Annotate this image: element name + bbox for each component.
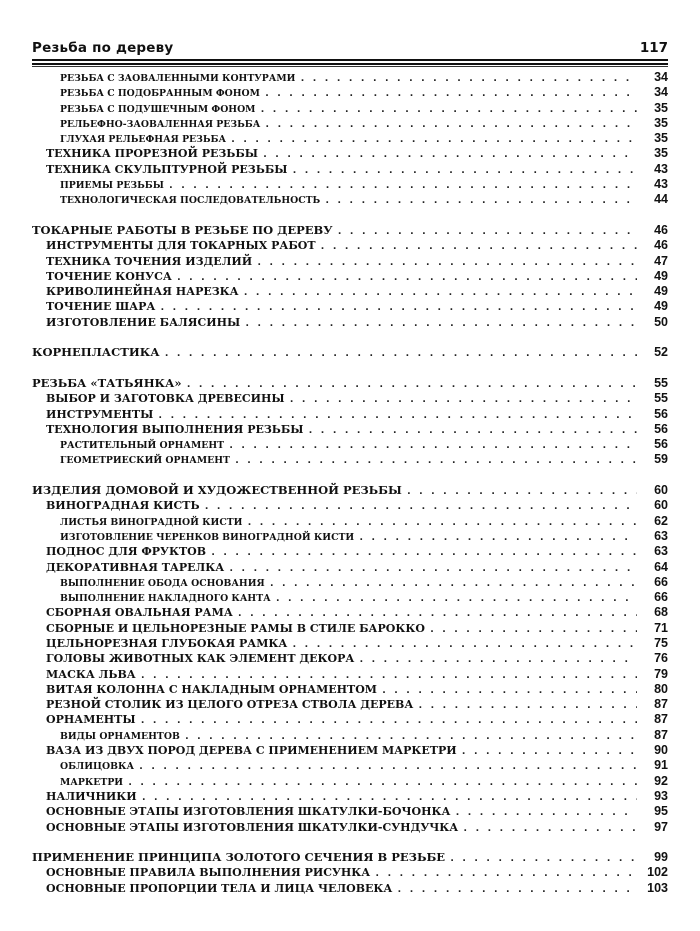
toc-section-entry[interactable] [32, 269, 668, 284]
toc-entry-title: ИНСТРУМЕНТЫ [46, 407, 154, 421]
dot-leader [429, 624, 637, 635]
running-header [32, 38, 668, 56]
toc-entry-title: ОРНАМЕНТЫ [46, 713, 136, 727]
toc-entry-page: 34 [654, 85, 668, 100]
dot-leader [138, 761, 637, 772]
dot-leader [246, 517, 637, 528]
dot-leader [164, 348, 637, 359]
dot-leader [358, 532, 637, 543]
toc-entry-title: ВИДЫ ОРНАМЕНТОВ [60, 730, 180, 742]
dot-leader [228, 563, 637, 574]
toc-subsection-entry[interactable] [32, 758, 668, 773]
toc-entry-page: 92 [654, 773, 668, 788]
toc-entry-page: 35 [654, 146, 668, 161]
toc-entry-page: 55 [654, 391, 668, 406]
dot-leader [157, 410, 637, 421]
section-gap [32, 208, 668, 223]
toc-entry-page: 60 [654, 483, 668, 498]
toc-entry-page: 46 [654, 222, 668, 237]
dot-leader [462, 823, 637, 834]
toc-entry-page: 46 [654, 238, 668, 253]
toc-entry-title: РЕЗЬБА С ПОДУШЕЧНЫМ ФОНОМ [60, 103, 256, 115]
toc-entry-page: 35 [654, 100, 668, 115]
toc-section-entry[interactable] [32, 651, 668, 666]
toc-entry-title: ТОКАРНЫЕ РАБОТЫ В РЕЗЬБЕ ПО ДЕРЕВУ [32, 222, 333, 237]
toc-entry-title: СБОРНАЯ ОВАЛЬНАЯ РАМА [46, 606, 233, 620]
toc-section-entry[interactable] [32, 315, 668, 330]
toc-section-entry[interactable] [32, 865, 668, 880]
toc-subsection-entry[interactable] [32, 177, 668, 192]
toc-entry-title: ТОЧЕНИЕ КОНУСА [46, 269, 172, 283]
dot-leader [176, 272, 637, 283]
toc-entry-page: 55 [654, 375, 668, 390]
toc-entry-page: 76 [654, 651, 668, 666]
dot-leader [141, 792, 637, 803]
dot-leader [308, 425, 638, 436]
section-gap [32, 835, 668, 850]
toc-entry-title: ИЗДЕЛИЯ ДОМОВОЙ И ХУДОЖЕСТВЕННОЙ РЕЗЬБЫ [32, 483, 402, 498]
dot-leader [374, 868, 637, 879]
toc-subsection-entry[interactable] [32, 529, 668, 544]
toc-entry-page: 71 [654, 620, 668, 635]
toc-entry-page: 68 [654, 605, 668, 620]
toc-entry-page: 49 [654, 284, 668, 299]
toc-entry-title: ЦЕЛЬНОРЕЗНАЯ ГЛУБОКАЯ РАМКА [46, 636, 288, 650]
toc-subsection-entry[interactable] [32, 514, 668, 529]
page-header-block [32, 38, 668, 67]
dot-leader [168, 180, 637, 191]
toc-entry-page: 59 [654, 452, 668, 467]
toc-entry-title: ОСНОВНЫЕ ПРАВИЛА ВЫПОЛНЕНИЯ РИСУНКА [46, 866, 371, 880]
dot-leader [324, 195, 637, 206]
toc-entry-title: ИЗГОТОВЛЕНИЕ БАЛЯСИНЫ [46, 315, 241, 329]
toc-subsection-entry[interactable] [32, 774, 668, 789]
toc-section-entry[interactable] [32, 284, 668, 299]
toc-entry-page: 97 [654, 819, 668, 834]
toc-entry-title: ЛИСТЬЯ ВИНОГРАДНОЙ КИСТИ [60, 516, 243, 528]
toc-entry-title: ТЕХНОЛОГИЧЕСКАЯ ПОСЛЕДОВАТЕЛЬНОСТЬ [60, 195, 321, 207]
toc-section-entry[interactable] [32, 697, 668, 712]
section-gap [32, 468, 668, 483]
dot-leader [269, 578, 637, 589]
toc-entry-title: РАСТИТЕЛЬНЫЙ ОРНАМЕНТ [60, 440, 225, 452]
dot-leader [396, 884, 637, 895]
toc-chapter-entry[interactable] [32, 483, 668, 498]
toc-entry-page: 35 [654, 131, 668, 146]
toc-subsection-entry[interactable] [32, 131, 668, 146]
dot-leader [230, 134, 637, 145]
dot-leader [381, 685, 637, 696]
toc-section-entry[interactable] [32, 238, 668, 253]
toc-entry-title: ТОЧЕНИЕ ШАРА [46, 300, 156, 314]
toc-section-entry[interactable] [32, 544, 668, 559]
header-rule [32, 59, 668, 67]
toc-entry-page: 47 [654, 253, 668, 268]
toc-section-entry[interactable] [32, 498, 668, 513]
dot-leader [243, 287, 637, 298]
toc-entry-title: РЕЛЬЕФНО-ЗАОВАЛЕННАЯ РЕЗЬБА [60, 118, 261, 130]
toc-entry-page: 62 [654, 513, 668, 528]
toc-entry-title: РЕЗНОЙ СТОЛИК ИЗ ЦЕЛОГО ОТРЕЗА СТВОЛА ДЕРЕВА [46, 698, 414, 712]
toc-section-entry[interactable] [32, 299, 668, 314]
toc-entry-page: 80 [654, 681, 668, 696]
toc-entry-page: 52 [654, 345, 668, 360]
toc-entry-page: 43 [654, 177, 668, 192]
dot-leader [358, 654, 637, 665]
dot-leader [237, 608, 637, 619]
toc-entry-page: 99 [654, 850, 668, 865]
toc-chapter-entry[interactable] [32, 223, 668, 238]
toc-entry-page: 95 [654, 804, 668, 819]
toc-entry-title: ДЕКОРАТИВНАЯ ТАРЕЛКА [46, 560, 225, 574]
toc-section-entry[interactable] [32, 881, 668, 896]
toc-section-entry[interactable] [32, 667, 668, 682]
dot-leader [406, 486, 637, 497]
toc-chapter-entry[interactable] [32, 850, 668, 865]
toc-entry-page: 49 [654, 299, 668, 314]
dot-leader [140, 715, 637, 726]
toc-chapter-entry[interactable] [32, 376, 668, 391]
toc-section-entry[interactable] [32, 621, 668, 636]
toc-subsection-entry[interactable] [32, 101, 668, 116]
dot-leader [337, 226, 637, 237]
toc-entry-title: ТЕХНИКА ТОЧЕНИЯ ИЗДЕЛИЙ [46, 254, 253, 268]
dot-leader [184, 731, 637, 742]
toc-entry-page: 34 [654, 70, 668, 84]
toc-subsection-entry[interactable] [32, 85, 668, 100]
toc-entry-page: 87 [654, 697, 668, 712]
toc-entry-title: ГЛУХАЯ РЕЛЬЕФНАЯ РЕЗЬБА [60, 134, 227, 146]
toc-entry-title: ПРИЕМЫ РЕЗЬБЫ [60, 180, 164, 192]
toc-entry-page: 87 [654, 712, 668, 727]
toc-entry-title: ИЗГОТОВЛЕНИЕ ЧЕРЕНКОВ ВИНОГРАДНОЙ КИСТИ [60, 531, 355, 543]
toc-subsection-entry[interactable] [32, 452, 668, 467]
toc-chapter-entry[interactable] [32, 345, 668, 360]
toc-entry-page: 49 [654, 268, 668, 283]
toc-entry-title: ОСНОВНЫЕ ЭТАПЫ ИЗГОТОВЛЕНИЯ ШКАТУЛКИ-БОЧОНКА [46, 805, 451, 819]
toc-entry-page: 102 [647, 865, 668, 880]
toc-entry-page: 63 [654, 528, 668, 543]
toc-entry-title: ОСНОВНЫЕ ЭТАПЫ ИЗГОТОВЛЕНИЯ ШКАТУЛКИ-СУНДУЧКА [46, 820, 459, 834]
toc-entry-title: ПОДНОС ДЛЯ ФРУКТОВ [46, 545, 207, 559]
toc-entry-title: ТЕХНИКА ПРОРЕЗНОЙ РЕЗЬБЫ [46, 147, 258, 161]
toc-entry-page: 64 [654, 559, 668, 574]
dot-leader [204, 501, 637, 512]
toc-entry-page: 56 [654, 437, 668, 452]
toc-entry-title: ТЕХНИКА СКУЛЬПТУРНОЙ РЕЗЬБЫ [46, 162, 288, 176]
toc-section-entry[interactable] [32, 820, 668, 835]
toc-entry-title: ВИТАЯ КОЛОННА С НАКЛАДНЫМ ОРНАМЕНТОМ [46, 682, 377, 696]
toc-entry-title: СБОРНЫЕ И ЦЕЛЬНОРЕЗНЫЕ РАМЫ В СТИЛЕ БАРОККО [46, 621, 425, 635]
toc-entry-page: 103 [647, 880, 668, 895]
running-header-title: Резьба по дереву [32, 40, 174, 56]
dot-leader [461, 746, 637, 757]
toc-entry-title: ВЫБОР И ЗАГОТОВКА ДРЕВЕСИНЫ [46, 392, 285, 406]
toc-entry-title: ИНСТРУМЕНТЫ ДЛЯ ТОКАРНЫХ РАБОТ [46, 239, 316, 253]
dot-leader [127, 777, 637, 788]
toc-subsection-entry[interactable] [32, 575, 668, 590]
toc-section-entry[interactable] [32, 712, 668, 727]
toc-section-entry[interactable] [32, 254, 668, 269]
toc-entry-title: НАЛИЧНИКИ [46, 789, 137, 803]
toc-section-entry[interactable] [32, 162, 668, 177]
section-gap [32, 361, 668, 376]
toc-entry-title: РЕЗЬБА «ТАТЬЯНКА» [32, 375, 182, 390]
dot-leader [186, 379, 637, 390]
toc-entry-page: 50 [654, 314, 668, 329]
toc-entry-title: ВИНОГРАДНАЯ КИСТЬ [46, 499, 200, 513]
toc-entry-page: 79 [654, 666, 668, 681]
dot-leader [449, 853, 637, 864]
toc-entry-title: КРИВОЛИНЕЙНАЯ НАРЕЗКА [46, 285, 239, 299]
toc-entry-title: МАСКА ЛЬВА [46, 667, 136, 681]
table-of-contents [32, 70, 668, 896]
page-number: 117 [639, 40, 668, 56]
dot-leader [454, 807, 637, 818]
toc-entry-title: РЕЗЬБА С ЗАОВАЛЕННЫМИ КОНТУРАМИ [60, 73, 296, 84]
toc-subsection-entry[interactable] [32, 116, 668, 131]
toc-entry-title: ВАЗА ИЗ ДВУХ ПОРОД ДЕРЕВА С ПРИМЕНЕНИЕМ МАРКЕТРИ [46, 744, 457, 758]
toc-section-entry[interactable] [32, 391, 668, 406]
toc-entry-title: РЕЗЬБА С ПОДОБРАННЫМ ФОНОМ [60, 88, 260, 100]
toc-entry-title: МАРКЕТРИ [60, 776, 124, 788]
dot-leader [417, 700, 637, 711]
toc-subsection-entry[interactable] [32, 590, 668, 605]
toc-entry-page: 44 [654, 192, 668, 207]
dot-leader [289, 394, 637, 405]
toc-section-entry[interactable] [32, 636, 668, 651]
toc-entry-title: ГОЛОВЫ ЖИВОТНЫХ КАК ЭЛЕМЕНТ ДЕКОРА [46, 652, 355, 666]
dot-leader [299, 73, 637, 84]
section-gap [32, 330, 668, 345]
toc-entry-page: 91 [654, 758, 668, 773]
toc-entry-page: 43 [654, 161, 668, 176]
toc-section-entry[interactable] [32, 789, 668, 804]
toc-entry-page: 60 [654, 498, 668, 513]
toc-subsection-entry[interactable] [32, 437, 668, 452]
dot-leader [259, 104, 637, 115]
toc-entry-page: 87 [654, 727, 668, 742]
toc-entry-page: 90 [654, 743, 668, 758]
toc-subsection-entry[interactable] [32, 192, 668, 207]
toc-section-entry[interactable] [32, 682, 668, 697]
toc-entry-page: 93 [654, 788, 668, 803]
toc-entry-page: 56 [654, 421, 668, 436]
dot-leader [244, 318, 637, 329]
toc-section-entry[interactable] [32, 422, 668, 437]
dot-leader [262, 149, 637, 160]
dot-leader [210, 547, 637, 558]
dot-leader [228, 440, 637, 451]
toc-entry-title: ПРИМЕНЕНИЕ ПРИНЦИПА ЗОЛОТОГО СЕЧЕНИЯ В РЕЗЬБЕ [32, 850, 446, 865]
dot-leader [320, 241, 637, 252]
toc-section-entry[interactable] [32, 560, 668, 575]
toc-section-entry[interactable] [32, 804, 668, 819]
toc-entry-page: 75 [654, 635, 668, 650]
toc-section-entry[interactable] [32, 605, 668, 620]
dot-leader [159, 302, 637, 313]
toc-entry-page: 66 [654, 590, 668, 605]
dot-leader [291, 165, 637, 176]
toc-entry-page: 66 [654, 574, 668, 589]
toc-entry-page: 63 [654, 544, 668, 559]
toc-entry-title: ОСНОВНЫЕ ПРОПОРЦИИ ТЕЛА И ЛИЦА ЧЕЛОВЕКА [46, 881, 393, 895]
toc-entry-title: ТЕХНОЛОГИЯ ВЫПОЛНЕНИЯ РЕЗЬБЫ [46, 422, 304, 436]
toc-entry-page: 35 [654, 115, 668, 130]
toc-section-entry[interactable] [32, 146, 668, 161]
dot-leader [291, 639, 637, 650]
toc-entry-title: ВЫПОЛНЕНИЕ ОБОДА ОСНОВАНИЯ [60, 577, 265, 589]
toc-entry-page: 56 [654, 406, 668, 421]
toc-entry-title: ОБЛИЦОВКА [60, 761, 135, 773]
toc-subsection-entry[interactable] [32, 70, 668, 85]
toc-subsection-entry[interactable] [32, 728, 668, 743]
toc-section-entry[interactable] [32, 743, 668, 758]
dot-leader [264, 119, 637, 130]
toc-section-entry[interactable] [32, 407, 668, 422]
toc-entry-title: ВЫПОЛНЕНИЕ НАКЛАДНОГО КАНТА [60, 593, 271, 605]
toc-entry-title: КОРНЕПЛАСТИКА [32, 345, 160, 360]
dot-leader [264, 88, 637, 99]
header-rule-line [32, 66, 668, 67]
dot-leader [275, 593, 637, 604]
dot-leader [256, 257, 637, 268]
toc-entry-title: ГЕОМЕТРИЕСКИЙ ОРНАМЕНТ [60, 455, 230, 467]
dot-leader [234, 455, 637, 466]
dot-leader [140, 670, 637, 681]
